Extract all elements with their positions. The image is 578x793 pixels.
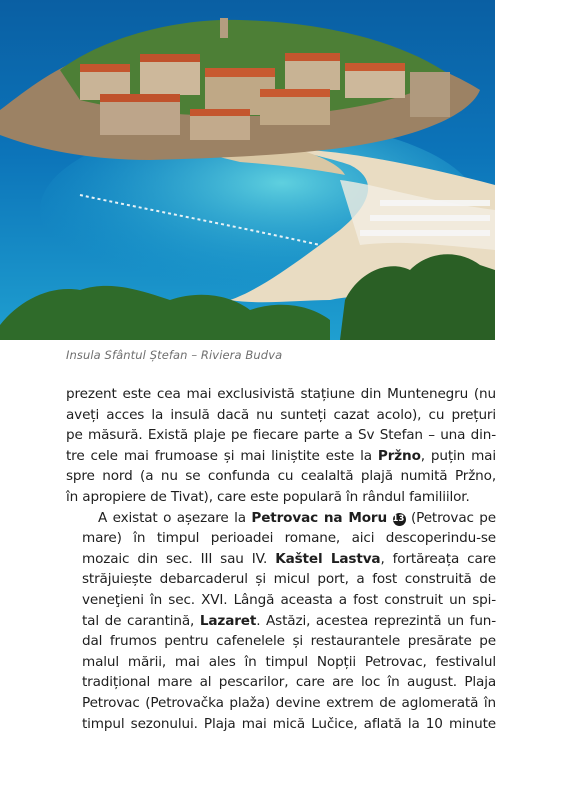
photo-caption: Insula Sfântul Ștefan – Riviera Budva [66,348,283,362]
text-line: tradițional mare al pescarilor, care are loc în august. Plaja [82,674,496,691]
text-line: aveți acces la insulă dacă nu sunteți cazat acolo), cu prețuri [66,406,496,423]
text-line: Petrovac (Petrovačka plaža) devine extrem de aglomerată în [82,694,496,711]
paragraph-2 [66,508,496,735]
place-petrovac: Petrovac na Moru [251,509,388,526]
text-line: timpul sezonului. Plaja mai mică Lučice, aflată la 10 minute [82,715,496,732]
text-line: tre cele mai frumoase și mai liniștite este la Pržno, puțin mai [66,447,496,464]
paragraph-1 [66,384,496,508]
text-line: prezent este cea mai exclusivistă stațiune din Muntenegru (nu [66,386,496,402]
text-line: pe măsură. Există plaje pe fiecare parte a Sv Stefan – una din- [66,427,496,444]
text-line: străjuiește debarcaderul și micul port, a fost construită de [82,571,496,588]
text-line: în apropiere de Tivat), care este populară în rândul familiilor. [66,488,470,505]
text-line: mozaic din sec. III sau IV. Kaštel Lastva, fortăreața care [82,550,497,567]
text-line: malul mării, mai ales în timpul Nopții Petrovac, festivalul [82,653,496,670]
text-line: dal frumos pentru cafenelele și restaurantele presărate pe [82,633,496,650]
text-line: veneţieni în sec. XVI. Lângă aceasta a fost construit un spi- [82,591,496,608]
text-line: A existat o așezare la Petrovac na Moru 13 (Petrovac pe [98,509,497,526]
text-line: spre nord (a nu se confunda cu cealaltă plajă numită Pržno, [66,468,496,485]
island-photo [0,0,495,340]
place-przno: Pržno [377,447,421,464]
place-lazaret: Lazaret [199,612,257,629]
map-marker-number: 13 [392,513,405,524]
text-line: tal de carantină, Lazaret. Astăzi, acestea reprezintă un fun- [82,612,496,629]
place-kastel-lastva: Kaštel Lastva [275,550,381,567]
text-line: mare) în timpul perioadei romane, aici descoperindu-se [82,530,496,547]
body-text [66,384,496,734]
